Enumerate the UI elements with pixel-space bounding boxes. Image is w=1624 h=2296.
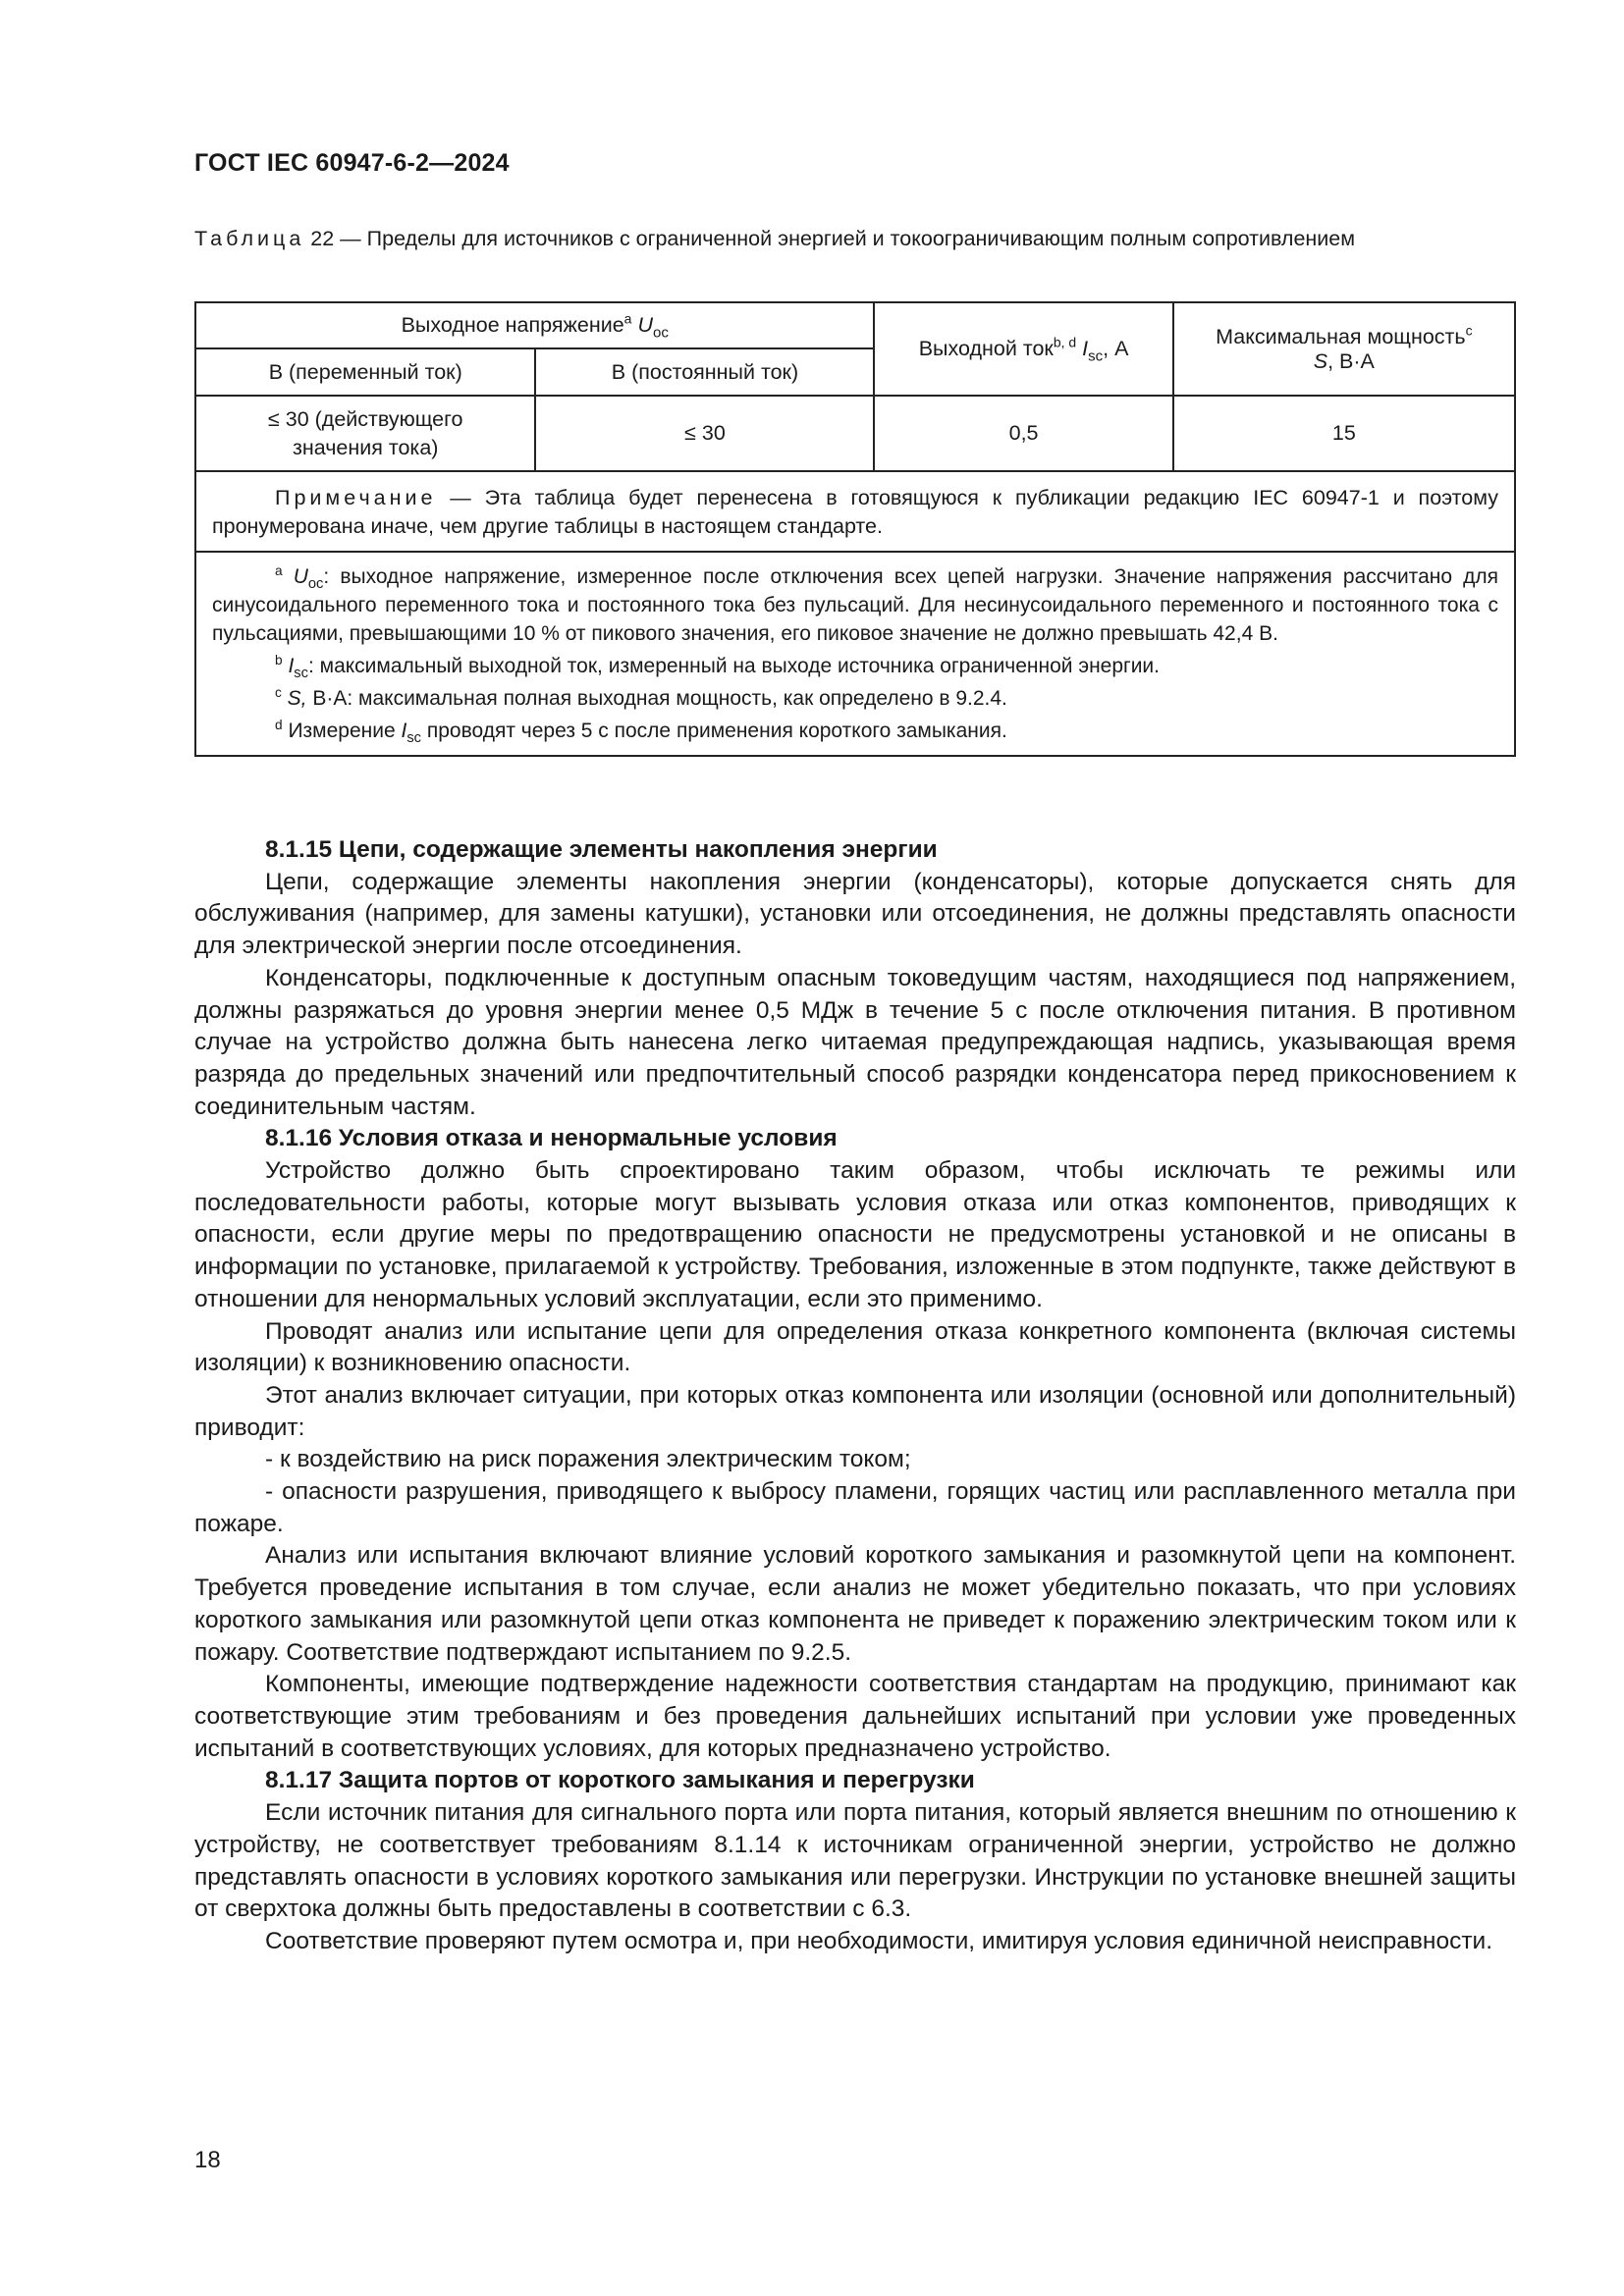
ac-header-cell: В (переменный ток) xyxy=(195,348,535,396)
power-value-cell: 15 xyxy=(1173,396,1515,471)
current-value-cell: 0,5 xyxy=(874,396,1172,471)
section-8-1-15-title: 8.1.15 Цепи, содержащие элементы накопления энергии xyxy=(265,836,938,863)
standard-header: ГОСТ IEC 60947-6-2—2024 xyxy=(194,149,510,177)
footnote-c: $^c$ S, В·А: максимальная полная выходная мощность, как определено в 9.2.4. xyxy=(275,684,1007,710)
table-caption-text: 22 — Пределы для источников с ограниченной энергией и токоограничивающим полным сопротивлением xyxy=(310,227,1356,250)
paragraph: Устройство должно быть спроектировано таким образом, чтобы исключать те режимы или последовательности работы, которые могут вызывать условия отказа или отказ компонентов, приводящих к опасности, если другие меры по предотвращению опасности не предусмотрены установкой и не описаны в информации по установке, прилагаемой к устройству. Требования, изложенные в этом подпункте, также действуют в отношении для ненормальных условий эксплуатации, если это применимо. xyxy=(194,1157,1516,1312)
limits-table xyxy=(194,301,1516,757)
table-note: Примечание — Эта таблица будет перенесена в готовящуюся к публикации редакцию IEC 60947-1 и поэтому пронумерована иначе, чем другие таблицы в настоящем стандарте. xyxy=(195,471,1515,552)
footnote-d: $^d$ Измерение $I_{sc}$ проводят через 5 с после применения короткого замыкания. xyxy=(275,717,1007,747)
section-8-1-17-title: 8.1.17 Защита портов от короткого замыкания и перегрузки xyxy=(265,1767,975,1794)
dc-value-cell: ≤ 30 xyxy=(535,396,874,471)
paragraph: Если источник питания для сигнального порта или порта питания, который является внешним по отношению к устройству, не соответствует требованиям 8.1.14 к источникам ограниченной энергии, устройство не должно представлять опасности в условиях короткого замыкания или перегрузки. Инструкции по установке внешней защиты от сверхтока должны быть предоставлены в соответствии с 6.3. xyxy=(194,1799,1516,1923)
body-text xyxy=(194,834,1516,1958)
table-caption xyxy=(194,225,1515,253)
paragraph: Конденсаторы, подключенные к доступным опасным токоведущим частям, находящиеся под напряжением, должны разряжаться до уровня энергии менее 0,5 МДж в течение 5 с после отключения питания. В противном случае на устройство должна быть нанесена легко читаемая предупреждающая надпись, указывающая время разряда до предельных значений или предпочтительный способ разрядки конденсатора перед прикосновением к соединительным частям. xyxy=(194,964,1516,1120)
paragraph: Соответствие проверяют путем осмотра и, при необходимости, имитируя условия единичной неисправности. xyxy=(265,1927,1493,1954)
paragraph: Анализ или испытания включают влияние условий короткого замыкания и разомкнутой цепи на компонент. Требуется проведение испытания в том случае, если анализ не может убедительно показать, что при условиях короткого замыкания или разомкнутой цепи отказ компонента не приведет к поражению электрическим током или к пожару. Соответствие подтверждают испытанием по 9.2.5. xyxy=(194,1542,1516,1666)
current-header-cell: Выходной ток$^{b, d}$ $I_{sc}$, А xyxy=(874,302,1172,396)
ac-value-cell: ≤ 30 (действующего значения тока) xyxy=(195,396,535,471)
voltage-header-cell: Выходное напряжение$^a$ $U_{oc}$ xyxy=(195,302,874,348)
footnote-b: $^b$ $I_{sc}$: максимальный выходной ток, измеренный на выходе источника ограниченной энергии. xyxy=(275,652,1160,682)
paragraph: Компоненты, имеющие подтверждение надежности соответствия стандартам на продукцию, принимают как соответствующие этим требованиям и без проведения дальнейших испытаний при условии уже проведенных испытаний в соответствующих условиях, для которых предназначено устройство. xyxy=(194,1671,1516,1762)
table-footnotes xyxy=(195,552,1515,756)
paragraph: Этот анализ включает ситуации, при которых отказ компонента или изоляции (основной или дополнительный) приводит: xyxy=(194,1381,1516,1441)
table-caption-word: Таблица xyxy=(194,227,305,250)
section-8-1-16-title: 8.1.16 Условия отказа и ненормальные условия xyxy=(265,1125,838,1152)
footnote-a: $^a$ $U_{oc}$: выходное напряжение, измеренное после отключения всех цепей нагрузки. Значение напряжения рассчитано для синусоидального переменного тока и постоянного тока без пульсаций. Для несинусоидального переменного и постоянного тока с пульсациями, превышающими 10 % от пикового значения, его пиковое значение не должно превышать 42,4 В. xyxy=(212,562,1498,645)
list-item: - опасности разрушения, приводящего к выбросу пламени, горящих частиц или расплавленного металла при пожаре. xyxy=(194,1478,1516,1537)
paragraph: Цепи, содержащие элементы накопления энергии (конденсаторы), которые допускается снять для обслуживания (например, для замены катушки), установки или отсоединения, не должны представлять опасности для электрической энергии после отсоединения. xyxy=(194,868,1516,960)
dc-header-cell: В (постоянный ток) xyxy=(535,348,874,396)
paragraph: Проводят анализ или испытание цепи для определения отказа конкретного компонента (включая системы изоляции) к возникновению опасности. xyxy=(194,1317,1516,1377)
power-header-cell: Максимальная мощность$^c$ S, В·А xyxy=(1173,302,1515,396)
list-item: - к воздействию на риск поражения электрическим током; xyxy=(265,1446,911,1473)
page-number: 18 xyxy=(194,2147,221,2173)
